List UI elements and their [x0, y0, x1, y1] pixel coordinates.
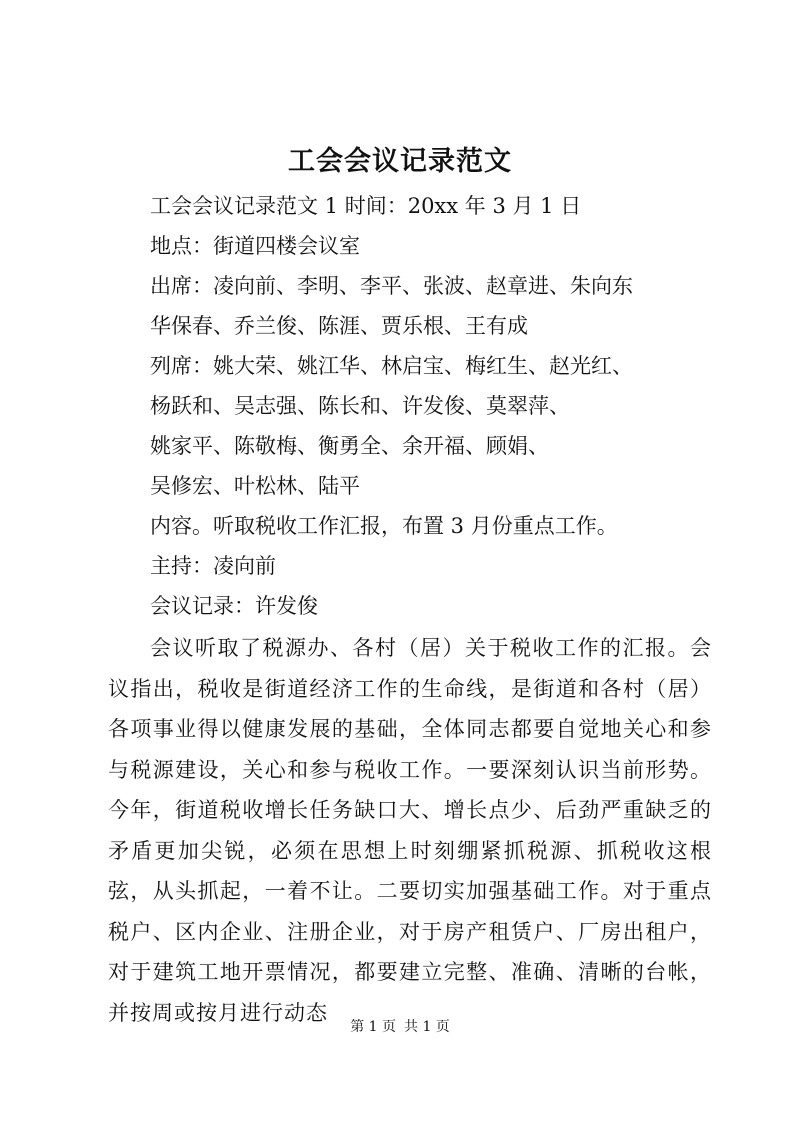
meta-line-attendees: 出席：凌向前、李明、李平、张波、赵章进、朱向东: [150, 274, 633, 298]
page-number: 第 1 页: [350, 1019, 396, 1035]
body-paragraph: 会议听取了税源办、各村（居）关于税收工作的汇报。会议指出，税收是街道经济工作的生命线，是街道和各村（居）各项事业得以健康发展的基础，全体同志都要自觉地关心和参与税源建设，关心和参与税收工作。一要深刻认识当前形势。今年，街道税收增长任务缺口大、增长点少、后劲严重缺乏的矛盾更加尖锐，必须在思想上时刻绷紧抓税源、抓税收这根弦，从头抓起，一着不让。二要切实加强基础工作。对于重点税户、区内企业、注册企业，对于房产租赁户、厂房出租户，对于建筑工地开票情况，都要建立完整、准确、清晰的台帐，并按周或按月进行动态: [108, 636, 712, 1025]
meta-line-observers: 列席：姚大荣、姚江华、林启宝、梅红生、赵光红、: [150, 354, 633, 378]
page-total: 共 1 页: [404, 1019, 450, 1035]
meta-line-location: 地点：街道四楼会议室: [150, 234, 360, 258]
meta-line-observers-cont-1: 杨跃和、吴志强、陈长和、许发俊、莫翠萍、: [150, 394, 570, 418]
meta-line-host: 主持：凌向前: [150, 554, 276, 578]
document-title: 工会会议记录范文: [288, 146, 512, 177]
meta-line-attendees-cont: 华保春、乔兰俊、陈涯、贾乐根、王有成: [150, 314, 528, 338]
meta-line-content: 内容。听取税收工作汇报，布置 3 月份重点工作。: [150, 514, 618, 538]
meeting-info: [150, 186, 750, 626]
meta-line-observers-cont-3: 吴修宏、叶松林、陆平: [150, 474, 360, 498]
meta-line-recorder: 会议记录：许发俊: [150, 594, 318, 618]
meta-line-observers-cont-2: 姚家平、陈敬梅、衡勇全、余开福、顾娟、: [150, 434, 549, 458]
page-footer: [0, 1017, 800, 1037]
meta-line-time: 工会会议记录范文 1 时间：20xx 年 3 月 1 日: [150, 194, 582, 218]
